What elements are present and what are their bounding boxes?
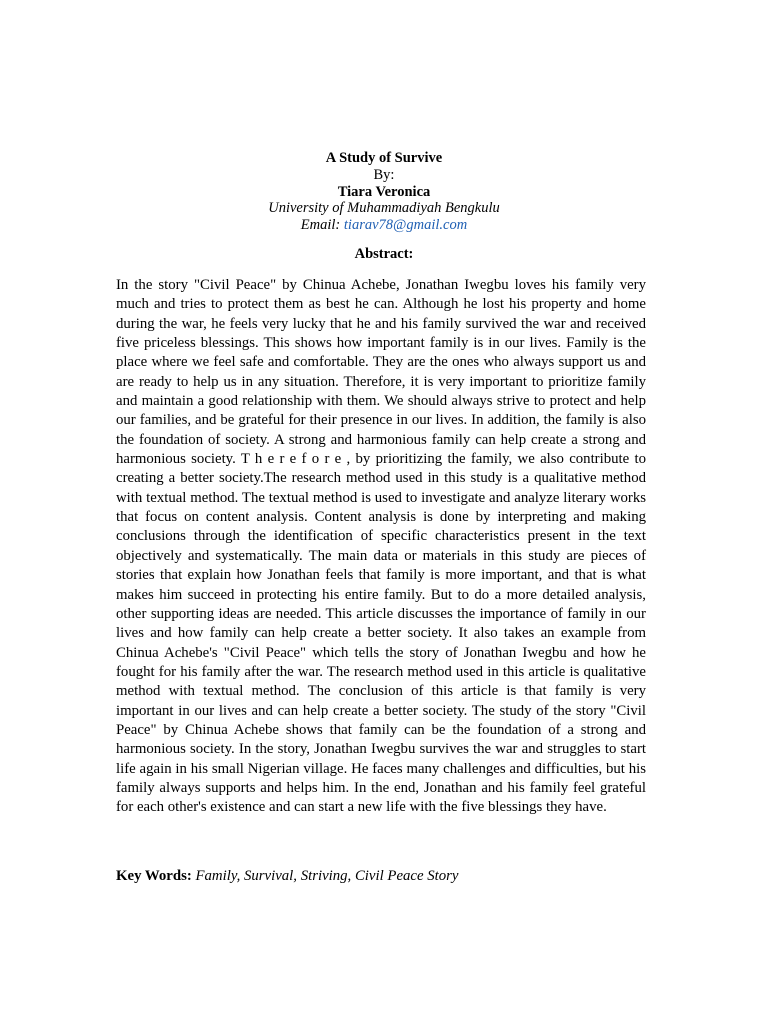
- paper-header: [0, 150, 768, 234]
- email-link[interactable]: tiarav78@gmail.com: [343, 217, 468, 234]
- abstract-text: In the story "Civil Peace" by Chinua Achebe, Jonathan Iwegbu loves his family very much and tries to protect them as best he can. Although he lost his property and home during the war, he feels very lucky that he and his family survived the war and received five priceless blessings. This shows how important family is in our lives. Family is the place where we feel safe and comfortable. They are the ones who always support us and are ready to help us in any situation. Therefore, it is very important to prioritize family and maintain a good relationship with them. We should always strive to protect and help our families, and be grateful for their presence in our lives. In addition, the family is also the foundation of society. A strong and harmonious family can help create a strong and harmonious society. T h e r e f o r e , by prioritizing the family, we also contribute to creating a better society.The research method used in this study is a qualitative method with textual method. The textual method is used to investigate and analyze literary works that focus on content analysis. Content analysis is done by interpreting and making conclusions through the identification of specific characteristics present in the text objectively and systematically. The main data or materials in this study are pieces of stories that explain how Jonathan feels that family is more important, and that is what makes him succeed in protecting his entire family. But to do a more detailed analysis, other supporting ideas are needed. This article discusses the importance of family in our lives and how family can help create a better society. It also takes an example from Chinua Achebe's "Civil Peace" which tells the story of Jonathan Iwegbu and how he fought for his family after the war. The research method used in this article is qualitative method with textual method. The conclusion of this article is that family is very important in our lives and can help create a better society. The study of the story "Civil Peace" by Chinua Achebe shows that family can be the foundation of a strong and harmonious society. In the story, Jonathan Iwegbu survives the war and struggles to start life again in his small Nigerian village. He faces many challenges and difficulties, but his family always supports and helps him. In the end, Jonathan and his family feel grateful for each other's existence and can start a new life with the five blessings they have.: [116, 277, 646, 816]
- affiliation: University of Muhammadiyah Bengkulu: [268, 200, 500, 217]
- keywords-line: [116, 868, 458, 885]
- keywords-value: Family, Survival, Striving, Civil Peace Story: [195, 868, 459, 884]
- by-line: By:: [373, 166, 395, 183]
- email-label: Email:: [300, 217, 341, 234]
- paper-title: A Study of Survive: [325, 150, 443, 166]
- email-line: [0, 217, 768, 234]
- keywords-label: Key Words:: [116, 868, 192, 884]
- author-name: Tiara Veronica: [337, 183, 431, 200]
- abstract-heading: Abstract:: [354, 246, 414, 262]
